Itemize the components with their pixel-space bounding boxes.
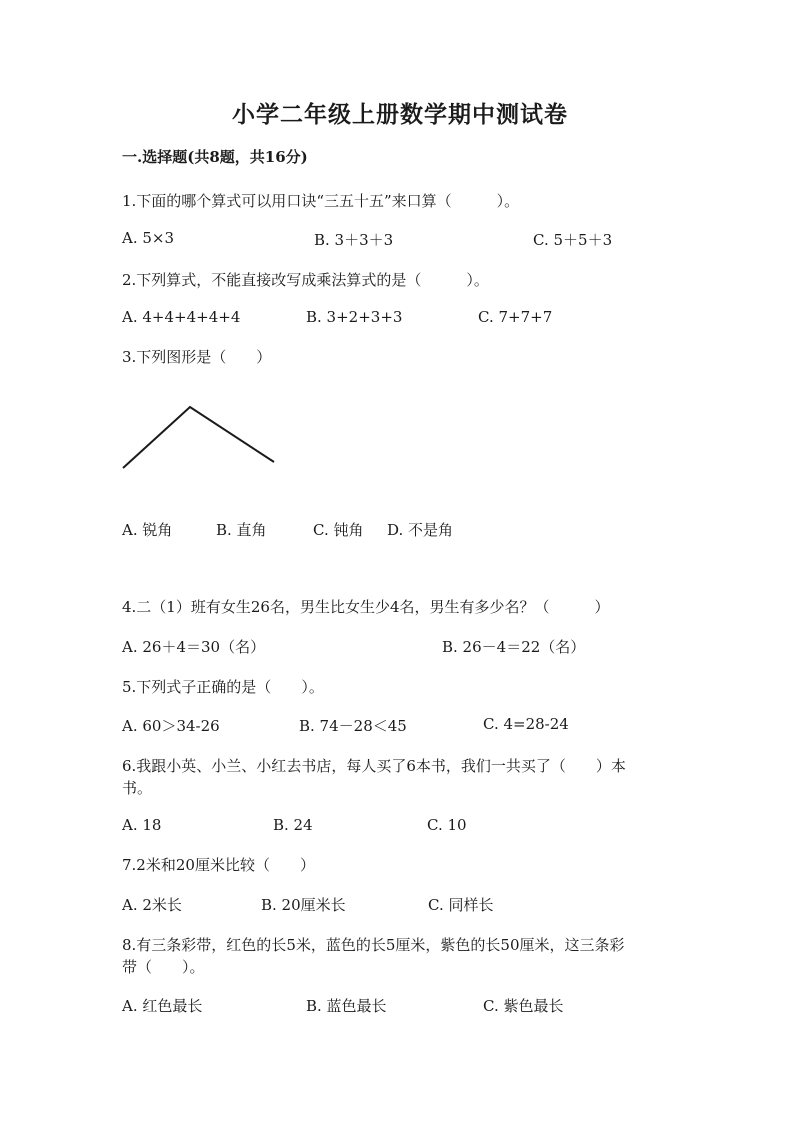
question-2-option-a: A. 4+4+4+4+4 [122, 308, 241, 326]
question-4-option-b: B. 26－4＝22（名） [442, 638, 586, 656]
question-6-option-c: C. 10 [427, 816, 467, 834]
question-3-stem: 3.下列图形是（ ） [122, 348, 272, 366]
question-8-stem-line-1: 8.有三条彩带，红色的长5米，蓝色的长5厘米，紫色的长50厘米，这三条彩 [122, 936, 625, 954]
question-3-option-d: D. 不是角 [387, 521, 454, 539]
question-8-option-b: B. 蓝色最长 [306, 997, 387, 1015]
question-7-option-b: B. 20厘米长 [261, 896, 346, 914]
page-title: 小学二年级上册数学期中测试卷 [232, 101, 568, 128]
question-5-option-b: B. 74－28＜45 [299, 717, 407, 735]
question-1-option-c: C. 5＋5＋3 [533, 231, 613, 249]
question-1-stem: 1.下面的哪个算式可以用口诀“三五十五”来口算（ ）。 [122, 192, 520, 210]
question-2-option-c: C. 7+7+7 [478, 308, 553, 326]
question-3-option-a: A. 锐角 [122, 521, 173, 539]
question-8-option-a: A. 红色最长 [122, 997, 203, 1015]
question-8-stem-line-2: 带（ ）。 [122, 958, 205, 976]
question-1-option-b: B. 3＋3＋3 [314, 231, 394, 249]
question-8-option-c: C. 紫色最长 [483, 997, 564, 1015]
question-6-option-a: A. 18 [122, 816, 162, 834]
angle-figure [118, 400, 283, 475]
question-5-option-a: A. 60＞34-26 [122, 717, 220, 735]
question-3-option-c: C. 钝角 [313, 521, 364, 539]
question-7-option-c: C. 同样长 [428, 896, 494, 914]
question-6-stem-line-2: 书。 [122, 779, 153, 797]
question-3-option-b: B. 直角 [216, 521, 267, 539]
section-heading: 一.选择题(共8题，共16分) [122, 148, 308, 166]
question-4-option-a: A. 26＋4＝30（名） [122, 638, 266, 656]
question-6-option-b: B. 24 [273, 816, 313, 834]
question-1-option-a: A. 5×3 [122, 229, 175, 247]
angle-lines [123, 407, 274, 468]
question-2-option-b: B. 3+2+3+3 [306, 308, 403, 326]
question-4-stem: 4.二（1）班有女生26名，男生比女生少4名，男生有多少名？（ ） [122, 598, 610, 616]
question-2-stem: 2.下列算式，不能直接改写成乘法算式的是（ ）。 [122, 271, 489, 289]
question-6-stem-line-1: 6.我跟小英、小兰、小红去书店，每人买了6本书，我们一共买了（ ）本 [122, 757, 626, 775]
question-7-stem: 7.2米和20厘米比较（ ） [122, 856, 315, 874]
question-5-stem: 5.下列式子正确的是（ ）。 [122, 678, 324, 696]
question-7-option-a: A. 2米长 [122, 896, 182, 914]
question-5-option-c: C. 4=28-24 [483, 715, 569, 733]
